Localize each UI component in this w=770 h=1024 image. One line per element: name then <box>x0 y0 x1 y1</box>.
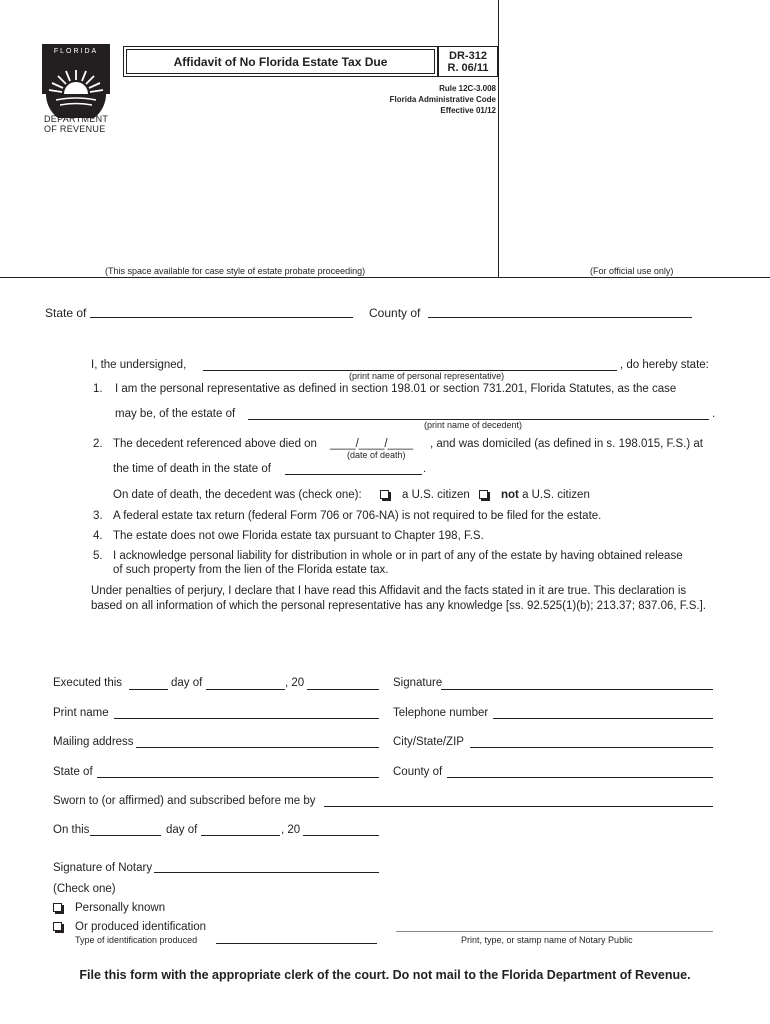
on-this-label: On this <box>53 824 90 836</box>
exec-state-field[interactable] <box>97 777 379 778</box>
notary-day-of-label: day of <box>166 824 198 836</box>
city-state-zip-label: City/State/ZIP <box>393 736 464 748</box>
perjury-line1: Under penalties of perjury, I declare that I have read this Affidavit and the facts stated in it are true. This declaration is <box>91 585 687 597</box>
footer-instruction: File this form with the appropriate clerk of the court. Do not mail to the Florida Department of Revenue. <box>79 968 691 982</box>
exec-county-label: County of <box>393 766 443 778</box>
item2-number: 2. <box>93 438 103 450</box>
county-field[interactable] <box>428 317 692 318</box>
state-field[interactable] <box>90 317 353 318</box>
personally-known-checkbox[interactable] <box>53 903 62 912</box>
form-number-box <box>438 46 498 77</box>
sunburst-icon <box>42 58 110 118</box>
us-citizen-label: a U.S. citizen <box>402 489 470 501</box>
signature-label: Signature <box>393 677 443 689</box>
personally-known-label: Personally known <box>75 902 166 914</box>
executed-this-label: Executed this <box>53 677 123 689</box>
item2-line2: the time of death in the state of <box>113 463 271 475</box>
undersigned-prefix: I, the undersigned, <box>91 359 187 371</box>
executed-year-label: , 20 <box>285 677 305 689</box>
logo-dept-line1: DEPARTMENT <box>44 114 109 124</box>
executed-day-field[interactable] <box>129 689 168 690</box>
notary-day-field[interactable] <box>90 835 161 836</box>
sworn-by-field[interactable] <box>324 806 713 807</box>
item5-line2: of such property from the lien of the Florida estate tax. <box>113 564 389 576</box>
item2-line1-prefix: The decedent referenced above died on <box>113 438 317 450</box>
form-number: DR-312 <box>449 50 487 62</box>
sworn-label: Sworn to (or affirmed) and subscribed before me by <box>53 795 316 807</box>
produced-id-label: Or produced identification <box>75 921 207 933</box>
rule-text: Rule 12C-3.008 <box>439 84 496 93</box>
county-label: County of <box>369 306 421 320</box>
telephone-field[interactable] <box>493 718 713 719</box>
item1-end: . <box>712 408 716 420</box>
exec-state-label: State of <box>53 766 93 778</box>
notary-year-field[interactable] <box>303 835 379 836</box>
id-type-field[interactable] <box>216 943 377 944</box>
item5-number: 5. <box>93 550 103 562</box>
perjury-line2: based on all information of which the personal representative has any knowledge [ss. 92.525(1)(b); 213.37; 837.06, F.S.]. <box>91 600 706 612</box>
city-state-zip-field[interactable] <box>470 747 713 748</box>
mailing-address-label: Mailing address <box>53 736 134 748</box>
official-use-caption: (For official use only) <box>590 266 674 276</box>
check-one-label: (Check one) <box>53 883 116 895</box>
case-style-line <box>0 277 770 278</box>
date-of-death-field[interactable]: ____/____/____ <box>330 438 414 450</box>
rule-block <box>330 83 496 116</box>
item4-text: The estate does not owe Florida estate tax pursuant to Chapter 198, F.S. <box>113 530 484 542</box>
notary-stamp-caption: Print, type, or stamp name of Notary Public <box>461 935 633 945</box>
executed-month-field[interactable] <box>206 689 285 690</box>
not-us-citizen-label: not a U.S. citizen <box>501 489 590 501</box>
title-box <box>123 46 438 77</box>
item2-line1-suffix: , and was domiciled (as defined in s. 198.015, F.S.) at <box>430 438 703 450</box>
item1-line1: I am the personal representative as defined in section 198.01 or section 731.201, Florida Statutes, as the case <box>115 383 677 395</box>
citizenship-prompt: On date of death, the decedent was (check one): <box>113 489 362 501</box>
signature-field[interactable] <box>441 689 713 690</box>
executed-year-field[interactable] <box>307 689 379 690</box>
date-of-death-caption: (date of death) <box>347 450 406 460</box>
state-label: State of <box>45 306 87 320</box>
item3-text: A federal estate tax return (federal Form 706 or 706-NA) is not required to be filed for the estate. <box>113 510 602 522</box>
telephone-label: Telephone number <box>393 707 489 719</box>
produced-id-checkbox[interactable] <box>53 922 62 931</box>
case-style-caption: (This space available for case style of estate probate proceeding) <box>105 266 366 276</box>
florida-dor-logo <box>42 44 112 136</box>
item4-number: 4. <box>93 530 103 542</box>
logo-dept-line2: OF REVENUE <box>44 124 106 134</box>
executed-day-of-label: day of <box>171 677 203 689</box>
id-type-label: Type of identification produced <box>75 935 198 945</box>
form-revision: R. 06/11 <box>447 62 489 74</box>
not-us-citizen-checkbox[interactable] <box>479 490 488 499</box>
mailing-address-field[interactable] <box>136 747 379 748</box>
form-title: Affidavit of No Florida Estate Tax Due <box>173 54 388 69</box>
item1-line2: may be, of the estate of <box>115 408 236 420</box>
decedent-caption: (print name of decedent) <box>424 420 523 430</box>
print-name-field[interactable] <box>114 718 379 719</box>
notary-year-label: , 20 <box>281 824 301 836</box>
print-name-label: Print name <box>53 707 109 719</box>
exec-county-field[interactable] <box>447 777 713 778</box>
domicile-state-field[interactable] <box>285 474 422 475</box>
notary-month-field[interactable] <box>201 835 280 836</box>
effective-text: Effective 01/12 <box>440 106 496 115</box>
representative-caption: (print name of personal representative) <box>349 371 505 381</box>
notary-signature-label: Signature of Notary <box>53 862 153 874</box>
logo-state-text: FLORIDA <box>53 48 99 55</box>
item5-line1: I acknowledge personal liability for distribution in whole or in part of any of the estate by having obtained release <box>113 550 683 562</box>
item3-number: 3. <box>93 510 103 522</box>
notary-signature-field[interactable] <box>154 872 379 873</box>
official-use-divider <box>498 0 499 278</box>
item1-number: 1. <box>93 383 103 395</box>
item2-line2-end: . <box>423 463 427 475</box>
notary-stamp-field[interactable] <box>396 931 713 932</box>
us-citizen-checkbox[interactable] <box>380 490 389 499</box>
admin-code-text: Florida Administrative Code <box>389 95 496 104</box>
undersigned-suffix: , do hereby state: <box>620 359 709 371</box>
